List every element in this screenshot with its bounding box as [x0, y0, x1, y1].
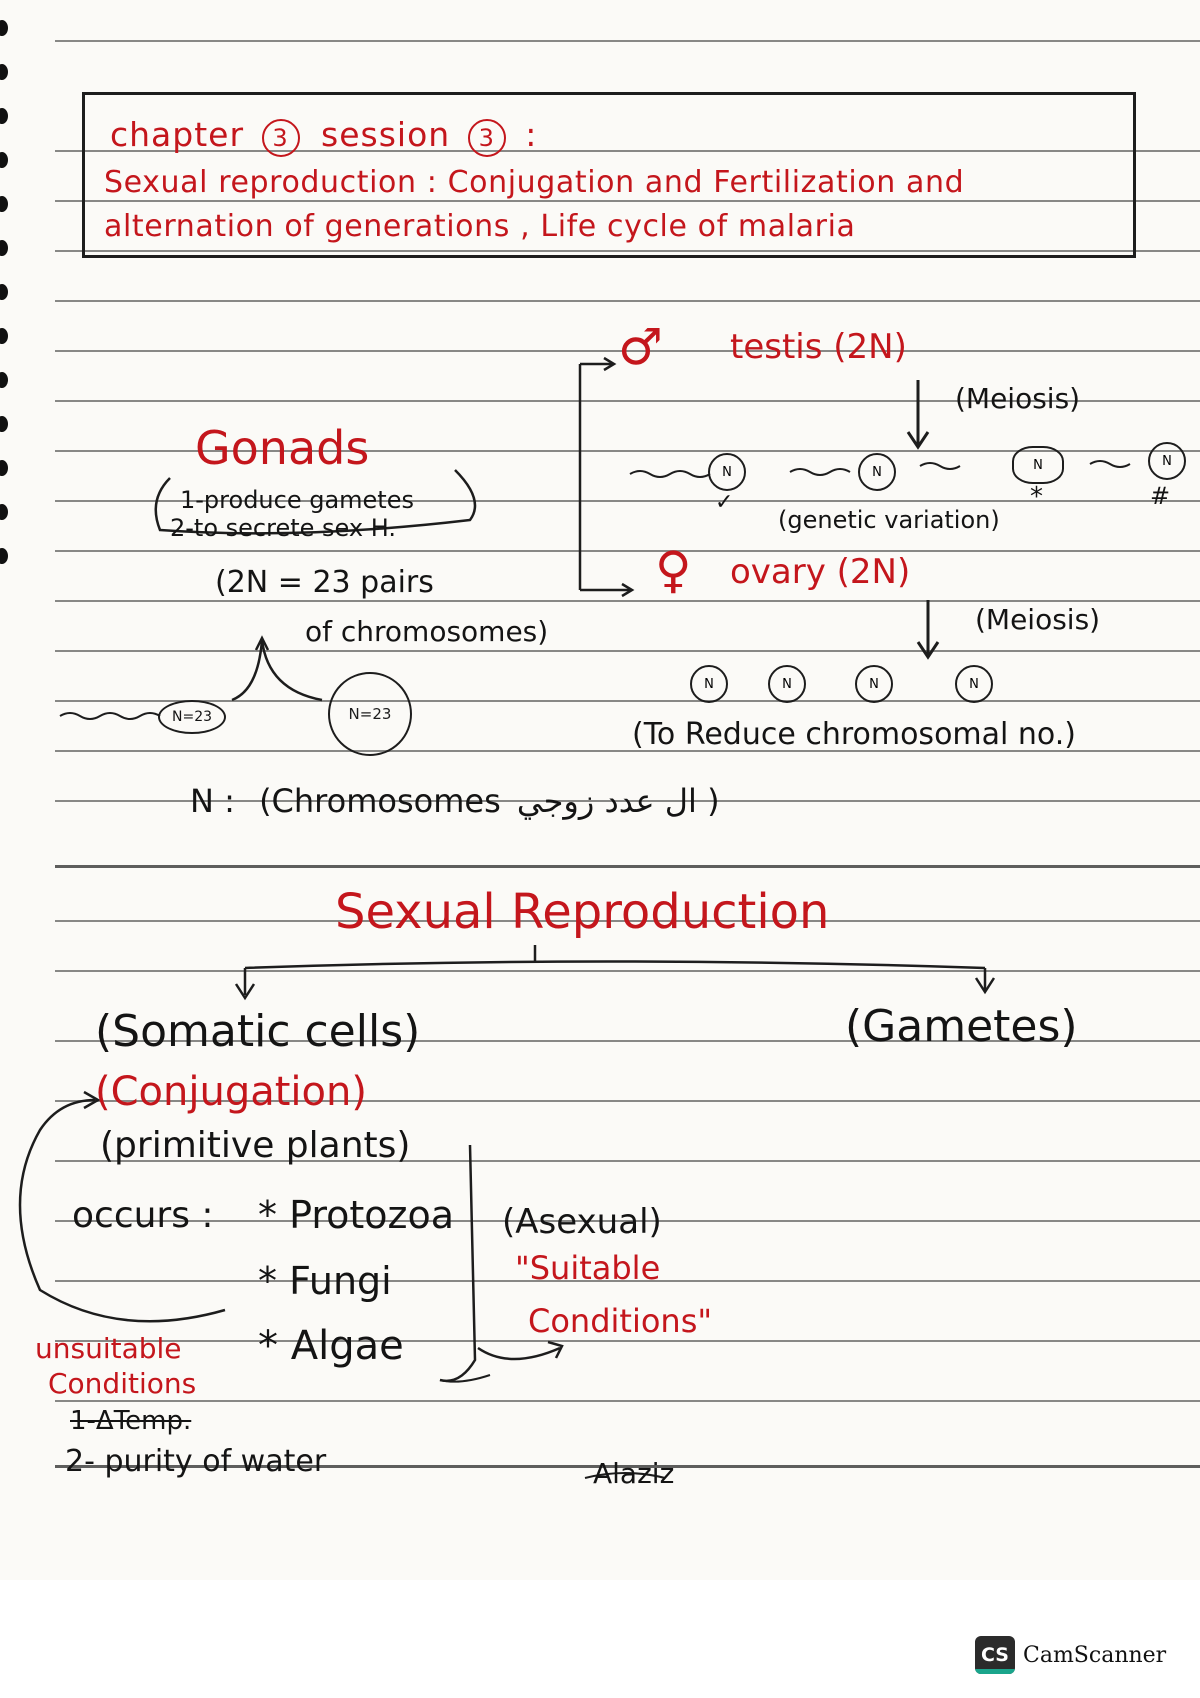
- reduce-chromosomal-note: (To Reduce chromosomal no.): [632, 717, 1076, 752]
- chromosome-pairs-line-1: (2N = 23 pairs: [215, 565, 434, 600]
- gonads-function-1: 1-produce gametes: [180, 486, 414, 514]
- asexual-label: (Asexual): [502, 1202, 662, 1242]
- ovum-nucleus-label: N: [782, 676, 792, 692]
- chapter-word: chapter: [110, 115, 245, 154]
- organism-list-item: * Algae: [258, 1323, 404, 1369]
- star-mark: *: [1030, 482, 1043, 512]
- occurs-label: occurs :: [72, 1195, 214, 1236]
- sperm-nucleus-label: N: [722, 464, 732, 480]
- camscanner-name: CamScanner: [1023, 1642, 1167, 1668]
- camscanner-watermark: [975, 1636, 1166, 1674]
- hash-mark: #: [1150, 482, 1171, 510]
- n-definition-text: (Chromosomes: [259, 782, 501, 820]
- chapter-subtitle-line: Sexual reproduction : Conjugation and Fertilization and: [104, 165, 965, 200]
- unsuitable-condition-2: 2- purity of water: [65, 1444, 327, 1479]
- check-mark: ✓: [715, 490, 734, 515]
- chromosome-pairs-line-2: of chromosomes): [305, 615, 549, 648]
- n-symbol: N :: [190, 782, 235, 820]
- gametes-label: (Gametes): [845, 1001, 1078, 1052]
- ovum-nucleus: [955, 665, 993, 703]
- egg-chromosome-label: N=23: [348, 705, 392, 723]
- conjugation-label: (Conjugation): [95, 1069, 367, 1115]
- n-definition: [190, 782, 720, 820]
- camscanner-logo-icon: [975, 1636, 1015, 1674]
- ovary-label: ovary (2N): [730, 552, 911, 592]
- heading-colon: :: [525, 115, 538, 154]
- ovum-nucleus-label: N: [969, 676, 979, 692]
- suitable-conditions-line-2: Conditions": [528, 1302, 713, 1340]
- gonads-function-2: 2-to secrete sex H.: [170, 514, 396, 542]
- session-word: session: [321, 115, 451, 154]
- unsuitable-condition-1: 1-ΔTemp.: [70, 1406, 192, 1436]
- organism-list-item: * Protozoa: [258, 1193, 454, 1237]
- sperm-nucleus: [708, 453, 746, 491]
- somatic-cells-label: (Somatic cells): [95, 1006, 421, 1057]
- camscanner-logo-text: CS: [981, 1644, 1009, 1666]
- male-meiosis-label: (Meiosis): [955, 382, 1081, 415]
- sperm-nucleus: [1148, 442, 1186, 480]
- organism-list-item: * Fungi: [258, 1259, 392, 1303]
- sperm-nucleus-label: N: [1162, 453, 1172, 469]
- ovum-nucleus-label: N: [704, 676, 714, 692]
- sperm-nucleus: [1012, 446, 1064, 484]
- sperm-head: [158, 700, 226, 734]
- gonads-title: Gonads: [195, 421, 370, 475]
- chapter-number: 3: [262, 119, 300, 157]
- author-signature: Alaziz: [593, 1457, 675, 1490]
- sexual-reproduction-title: Sexual Reproduction: [335, 884, 830, 940]
- egg-cell: [328, 672, 412, 756]
- ovum-nucleus: [855, 665, 893, 703]
- ovum-nucleus: [690, 665, 728, 703]
- chapter-subtitle-line: alternation of generations , Life cycle of malaria: [104, 209, 856, 244]
- primitive-plants-label: (primitive plants): [100, 1125, 411, 1166]
- sperm-nucleus-label: N: [1033, 457, 1043, 473]
- female-meiosis-label: (Meiosis): [975, 603, 1101, 636]
- sperm-nucleus-label: N: [872, 464, 882, 480]
- sperm-nucleus: [858, 453, 896, 491]
- n-definition-arabic: ال عدد زوجي: [516, 782, 697, 820]
- sperm-chromosome-label: N=23: [171, 709, 213, 725]
- n-definition-close: ): [707, 782, 720, 820]
- unsuitable-conditions-line-1: unsuitable: [35, 1332, 182, 1365]
- suitable-conditions-line-1: "Suitable: [515, 1249, 661, 1287]
- genetic-variation-label: (genetic variation): [778, 506, 1000, 534]
- ovum-nucleus: [768, 665, 806, 703]
- unsuitable-conditions-line-2: Conditions: [48, 1367, 197, 1400]
- ovum-nucleus-label: N: [869, 676, 879, 692]
- male-symbol-icon: ♂: [618, 318, 663, 376]
- testis-label: testis (2N): [730, 327, 907, 367]
- female-symbol-icon: ♀: [655, 541, 692, 599]
- session-number: 3: [468, 119, 506, 157]
